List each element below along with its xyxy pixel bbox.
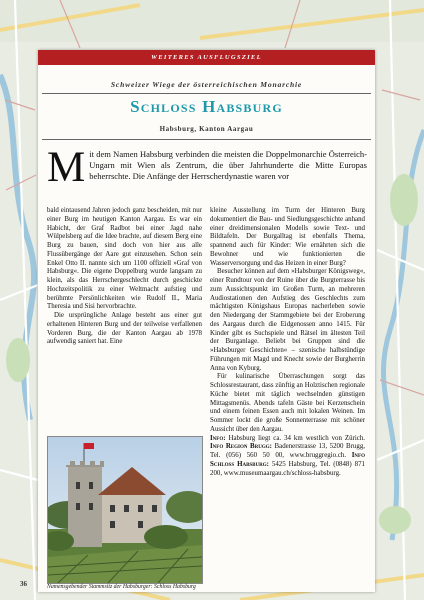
info-label: Info:	[210, 434, 226, 442]
drop-cap: M	[47, 144, 86, 191]
body-paragraph: kleine Ausstellung im Turm der Hinteren Burg dokumentiert die Bau- und Siedlungsgeschichte anhand einer dreidimensionalen Modells sowie Text- und Bildtafeln. Der Burgalltag ist ebenfalls Thema, spannend auch für Kinder: Wie ernährten sich die Bewohner und wie funktionierten die Wasserversorgung und das Heizen in einer Burg?	[210, 207, 365, 267]
article-subtitle: Schweizer Wiege der österreichischen Monarchie	[110, 80, 303, 89]
body-paragraph: bald eintausend Jahren jedoch ganz bescheiden, mit nur einer Burg im heutigen Kanton Aargau. Es war ein Habicht, der Graf Radbot bei einer Jagd nahe Wülpelsberg auf die Idee brachte, auf diesem Berg eine Burg zu bauen, sind doch von hier aus alle Flussübergänge der Aare gut einzusehen. Schon sein Enkel Otto II. nannte sich um 1100 offiziell »Graf von Habsburg«. Die eigene Doppelburg wurde langsam zu klein, als das Herrschergeschlecht durch geschickte Hochzeitspolitik zu einer Weltmacht aufstieg und berühmte Persönlichkeiten wie Rudolf II., Maria Theresia und Sisi hervorbrachte.	[47, 207, 202, 311]
photo-caption: Namensgebender Stammsitz der Habsburger: Schloss Habsburg	[47, 584, 196, 590]
article-page	[38, 50, 375, 592]
info-label-region: Info Region Brugg:	[210, 443, 272, 451]
info-text: Habsburg liegt ca. 34 km westlich von Zürich.	[228, 434, 365, 442]
title-top-rule	[42, 93, 371, 94]
body-paragraph: Für kulinarische Überraschungen sorgt das Schlossrestaurant, dass zünftig an Holztischen regionale Küche bietet mit täglich wechselnden günstigen Mittagsmenüs. Abends tafeln Gäste bei Kerzenschein und einem feinen Essen auch mit lokalen Weinen. Im Sommer lockt die große Sonnenterrasse mit schöner Aussicht über den Aargau.	[210, 373, 365, 433]
lead-text: it dem Namen Habsburg verbinden die meisten die Doppelmonarchie Österreich-Ungarn mit Wien als Zentrum, die über Jahrhunderte die Mitte Europas beherrschte. Die Anfänge der Herrscherdynastie waren vor	[89, 149, 367, 181]
right-column	[210, 207, 365, 577]
article-location: Habsburg, Kanton Aargau	[159, 125, 254, 133]
info-text-region: Badenerstrasse 13, 5200 Brugg, Tel. (056) 560 50 00, www.bruggregio.ch.	[210, 443, 365, 459]
title-bottom-rule	[42, 139, 371, 140]
castle-photo	[47, 436, 203, 584]
body-paragraph: Die ursprüngliche Anlage besteht aus einer gut erhaltenen Hinteren Burg und der teilweise verfallenen Vorderen Burg, die der Kanton Aargau ab 1978 aufwendig saniert hat. Eine	[47, 312, 202, 346]
body-paragraph: Besucher können auf dem »Habsburger Königsweg«, einer Rundtour von der Ruine über die Burgterrasse bis zum Aussichtspunkt im Großen Turm, an mehreren Audiostationen den Aufstieg des Geschlechts zum mächtigsten Königshaus Europas nacherleben sowie den Niedergang der Stammgebiete bei der Eroberung des Aargaus durch die Eidgenossen anno 1415. Für Kinder gibt es Suchspiele und Rätsel im ältesten Teil der Burganlage. Beliebt bei Gruppen sind die »Habsburger Geschichten« – szenische halbstündige Führungen mit Magd und Knecht sowie der Burgherrin Anna von Kyburg.	[210, 268, 365, 372]
left-column	[47, 207, 202, 427]
page-number: 36	[20, 580, 27, 588]
section-header-bar: WEITERES AUSFLUGSZIEL	[38, 50, 375, 65]
lead-paragraph	[47, 144, 367, 191]
article-title: Schloss Habsburg	[130, 97, 283, 116]
flag-icon	[84, 443, 94, 449]
info-text-castle: 5425 Habsburg, Tel. (0848) 871 200, www.museumaargau.ch/schloss-habsburg.	[210, 460, 365, 477]
info-paragraph	[210, 435, 365, 479]
castle-tower	[68, 467, 102, 547]
castle-illustration	[48, 437, 202, 583]
info-label-castle: Info Schloss Habsburg:	[210, 452, 365, 468]
